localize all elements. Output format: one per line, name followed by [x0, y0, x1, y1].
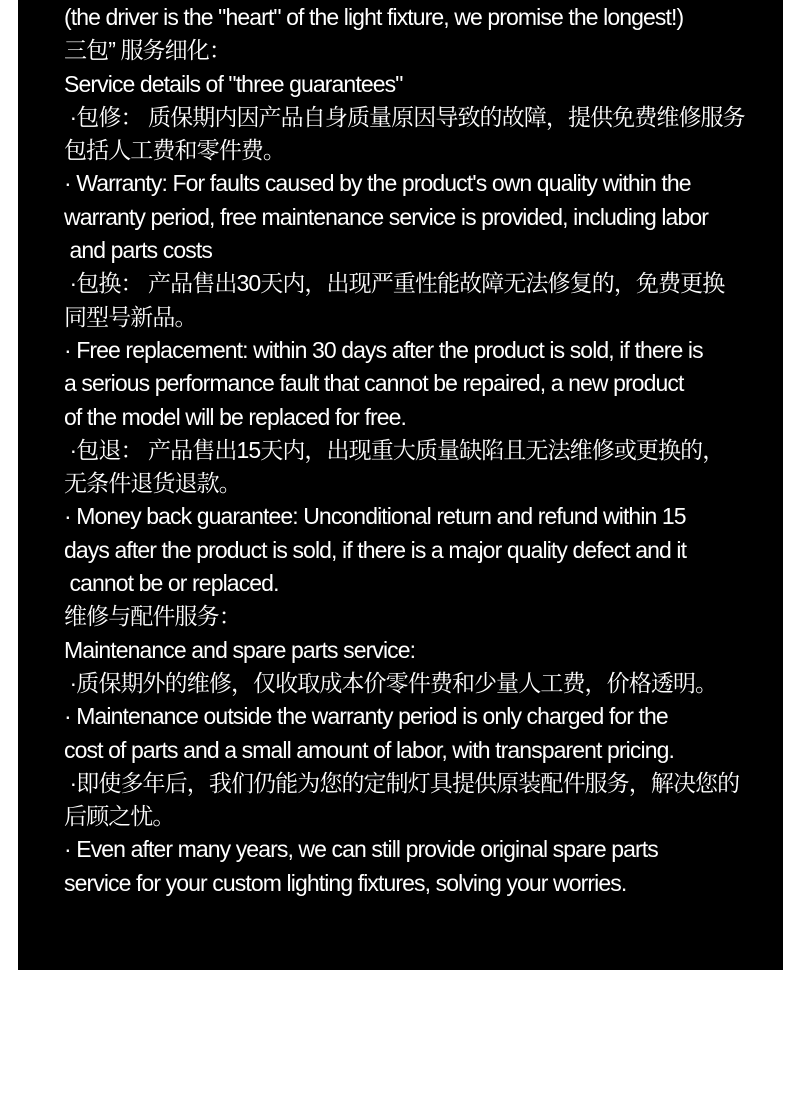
text-line: cost of parts and a small amount of labor, with transparent pricing.: [64, 736, 674, 763]
text-line: a serious performance fault that cannot be repaired, a new product: [64, 370, 684, 397]
text-line: (the driver is the "heart" of the light fixture, we promise the longest!): [64, 4, 684, 30]
text-line: ·质保期外的维修，仅收取成本价零件费和少量人工费，价格透明。: [64, 669, 718, 696]
text-line: 后顾之忧。: [64, 803, 175, 830]
text-line: ·包换： 产品售出30天内，出现严重性能故障无法修复的，免费更换: [64, 270, 725, 297]
text-line: days after the product is sold, if there is a major quality defect and it: [64, 536, 687, 563]
text-line: service for your custom lighting fixtures, solving your worries.: [64, 869, 627, 896]
text-line: Service details of "three guarantees": [64, 70, 403, 97]
text-line: · Even after many years, we can still provide original spare parts: [64, 836, 658, 863]
text-line: · Money back guarantee: Unconditional return and refund within 15: [64, 503, 686, 530]
text-line: 同型号新品。: [64, 303, 197, 330]
service-details-panel: [18, 0, 783, 970]
text-line: 无条件退货退款。: [64, 470, 241, 497]
text-line: 包括人工费和零件费。: [64, 137, 286, 164]
text-line: · Warranty: For faults caused by the product's own quality within the: [64, 170, 691, 197]
text-line: ·包退： 产品售出15天内，出现重大质量缺陷且无法维修或更换的，: [64, 436, 725, 463]
text-line: Maintenance and spare parts service:: [64, 636, 416, 663]
text-line: 维修与配件服务：: [64, 603, 241, 630]
text-line: 三包” 服务细化：: [64, 37, 231, 64]
text-line: · Free replacement: within 30 days after the product is sold, if there is: [64, 336, 703, 363]
text-line: warranty period, free maintenance service is provided, including labor: [64, 203, 708, 230]
text-line: of the model will be replaced for free.: [64, 403, 407, 430]
text-line: · Maintenance outside the warranty period is only charged for the: [64, 703, 668, 730]
text-line: and parts costs: [64, 237, 212, 264]
text-line: ·即使多年后，我们仍能为您的定制灯具提供原装配件服务，解决您的: [64, 769, 740, 796]
text-line: ·包修： 质保期内因产品自身质量原因导致的故障，提供免费维修服务: [64, 103, 745, 130]
text-line: cannot be or replaced.: [64, 570, 279, 597]
